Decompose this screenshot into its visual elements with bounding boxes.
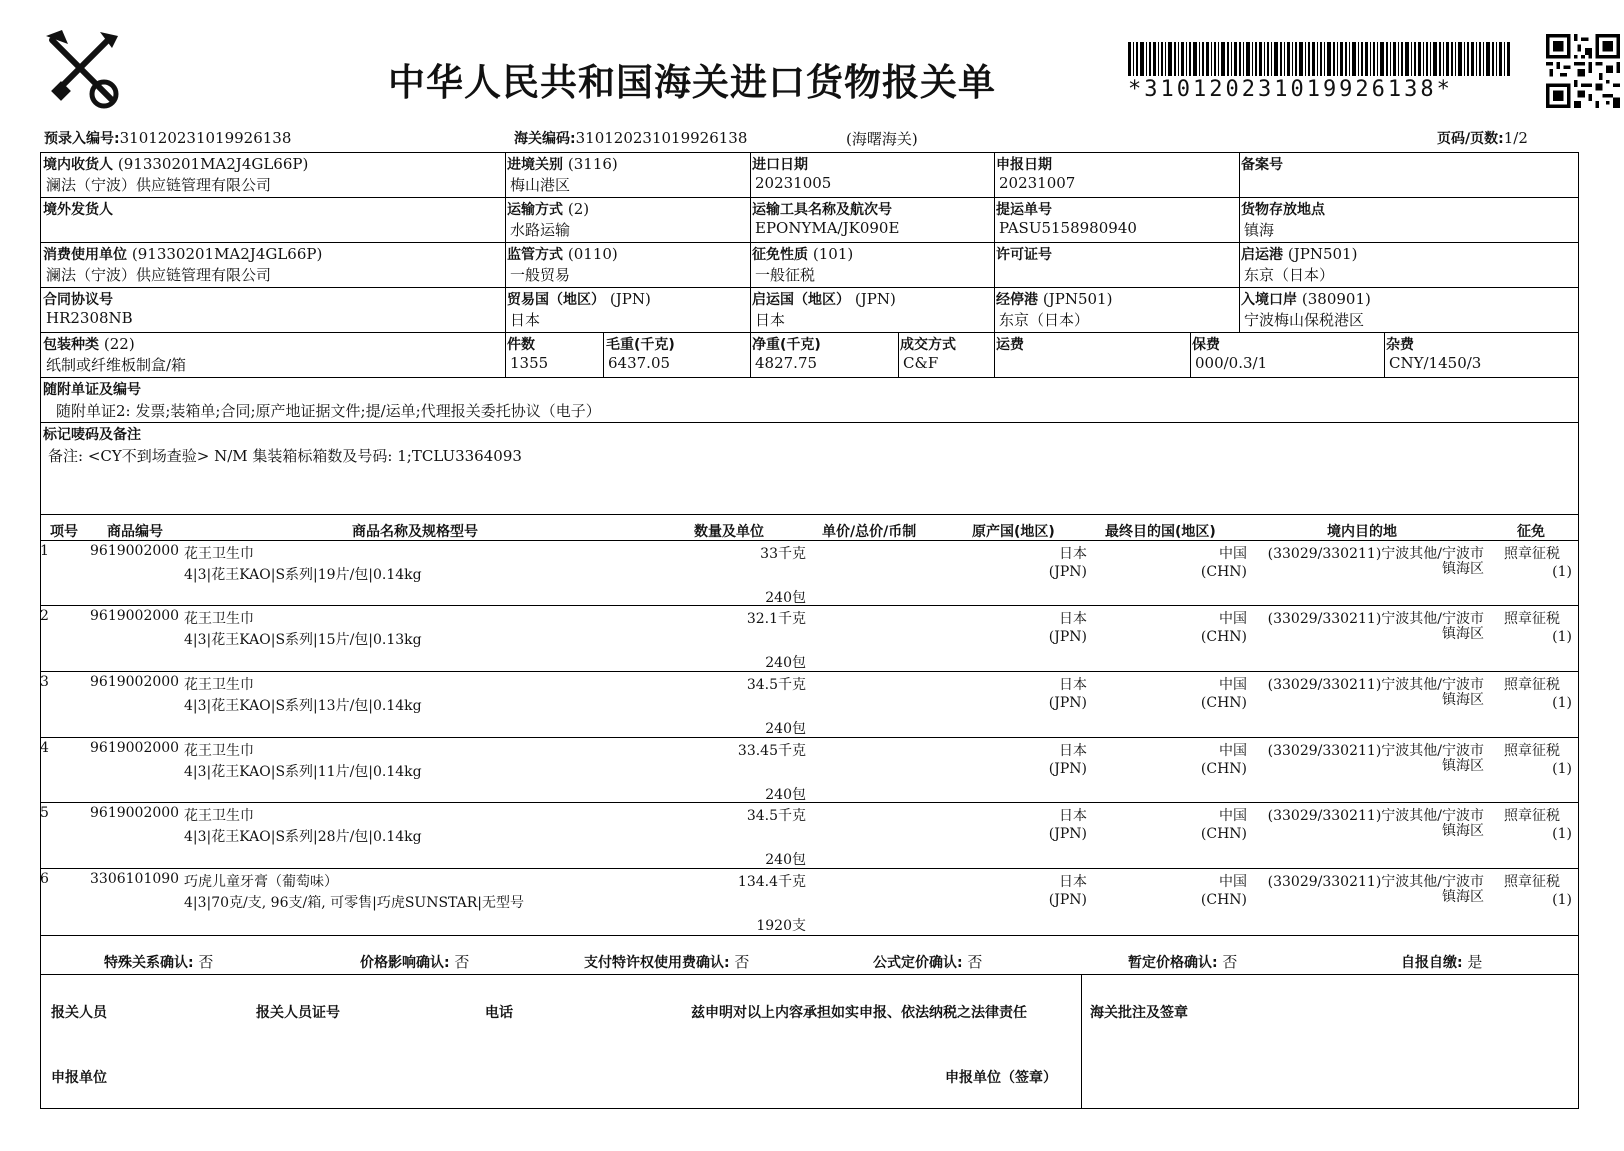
- hs-code: 9619002000: [90, 674, 180, 690]
- goods-spec: 4|3|花王KAO|S系列|19片/包|0.14kg: [184, 567, 422, 583]
- deal-label: 成交方式: [900, 337, 956, 353]
- dest-country: 中国: [1219, 677, 1247, 693]
- gross-weight-label: 毛重(千克): [606, 337, 675, 353]
- quantity-weight: 33千克: [760, 546, 806, 562]
- dest-country: 中国: [1219, 874, 1247, 890]
- item-no: 5: [40, 805, 49, 821]
- goods-spec: 4|3|花王KAO|S系列|13片/包|0.14kg: [184, 698, 422, 714]
- origin-country: 日本: [1059, 611, 1087, 627]
- misc-label: 杂费: [1386, 337, 1414, 353]
- dest-code: (CHN): [1200, 826, 1247, 842]
- levy-code: (1): [1552, 695, 1572, 711]
- col-goods-name: 商品名称及规格型号: [352, 524, 478, 540]
- levy-mode: 照章征税: [1504, 546, 1560, 562]
- dest-code: (CHN): [1200, 629, 1247, 645]
- col-quantity: 数量及单位: [694, 524, 764, 540]
- item-no: 4: [40, 740, 49, 756]
- transit-port-field: 经停港 (JPN501): [996, 290, 1113, 308]
- page-title: 中华人民共和国海关进口货物报关单: [388, 61, 996, 104]
- customs-office: (海曙海关): [846, 130, 918, 148]
- district: (33029/330211)宁波其他/宁波市: [1267, 677, 1484, 693]
- special-relation-confirm: 特殊关系确认: 否: [104, 953, 214, 971]
- formula-price-confirm: 公式定价确认: 否: [873, 953, 983, 971]
- barcode-icon: [1128, 42, 1510, 76]
- consumer-field: 消费使用单位 (91330201MA2J4GL66P): [43, 245, 323, 263]
- license-label: 许可证号: [996, 247, 1052, 263]
- col-origin: 原产国(地区): [972, 524, 1055, 540]
- marks: 备注: <CY不到场查验> N/M 集装箱标箱数及号码: 1;TCLU3364093: [48, 447, 522, 465]
- pieces: 1355: [510, 354, 549, 372]
- levy-mode: 照章征税: [1504, 677, 1560, 693]
- quantity-units: 240包: [765, 787, 806, 803]
- district-sub: 镇海区: [1442, 626, 1484, 642]
- col-destination: 最终目的国(地区): [1105, 524, 1216, 540]
- hs-code: 9619002000: [90, 805, 180, 821]
- preentry-number: 预录入编号:310120231019926138: [44, 129, 292, 147]
- district: (33029/330211)宁波其他/宁波市: [1267, 611, 1484, 627]
- origin-code: (JPN): [1048, 695, 1087, 711]
- col-levy: 征免: [1517, 524, 1545, 540]
- levy-mode: 照章征税: [1504, 874, 1560, 890]
- goods-name: 花王卫生巾: [184, 611, 254, 627]
- goods-name: 花王卫生巾: [184, 808, 254, 824]
- district: (33029/330211)宁波其他/宁波市: [1267, 743, 1484, 759]
- legal-statement: 兹申明对以上内容承担如实申报、依法纳税之法律责任: [691, 1005, 1027, 1021]
- customs-number: 海关编码:310120231019926138: [514, 129, 748, 147]
- levy-field: 征免性质 (101): [752, 245, 854, 263]
- origin-country: 日本: [1059, 808, 1087, 824]
- levy-code: (1): [1552, 629, 1572, 645]
- declaring-unit-label: 申报单位: [51, 1070, 107, 1086]
- entry-customs-field: 进境关别 (3116): [507, 155, 618, 173]
- self-pay-confirm: 自报自缴: 是: [1401, 953, 1483, 971]
- declarant-label: 报关人员: [51, 1005, 107, 1021]
- consignee-field: 境内收货人 (91330201MA2J4GL66P): [43, 155, 309, 173]
- consumer-name: 澜法（宁波）供应链管理有限公司: [46, 266, 272, 284]
- col-price: 单价/总价/币制: [822, 524, 917, 540]
- entry-customs-name: 梅山港区: [510, 176, 571, 194]
- item-no: 2: [40, 608, 49, 624]
- insurance-label: 保费: [1192, 337, 1220, 353]
- price-impact-confirm: 价格影响确认: 否: [360, 953, 470, 971]
- royalty-confirm: 支付特许权使用费确认: 否: [584, 953, 750, 971]
- origin-country: 日本: [1059, 874, 1087, 890]
- goods-spec: 4|3|70克/支, 96支/箱, 可零售|巧虎SUNSTAR|无型号: [184, 895, 524, 911]
- declaring-unit-seal-label: 申报单位（签章）: [945, 1070, 1057, 1086]
- origin-country: 日本: [755, 311, 786, 329]
- storage: 镇海: [1244, 221, 1275, 239]
- transport-mode-field: 运输方式 (2): [507, 200, 590, 218]
- district: (33029/330211)宁波其他/宁波市: [1267, 874, 1484, 890]
- goods-name: 巧虎儿童牙膏（葡萄味）: [184, 874, 338, 890]
- contract-label: 合同协议号: [43, 292, 113, 308]
- quantity-units: 240包: [765, 590, 806, 606]
- vessel-label: 运输工具名称及航次号: [752, 202, 892, 218]
- dest-code: (CHN): [1200, 564, 1247, 580]
- contract-number: HR2308NB: [46, 309, 133, 327]
- origin-country-field: 启运国（地区） (JPN): [752, 290, 896, 308]
- deal: C&F: [903, 354, 939, 372]
- levy-code: (1): [1552, 892, 1572, 908]
- bl-number: PASU5158980940: [999, 219, 1137, 237]
- origin-country: 日本: [1059, 546, 1087, 562]
- trade-country-field: 贸易国（地区） (JPN): [507, 290, 651, 308]
- import-date: 20231005: [755, 174, 832, 192]
- dest-code: (CHN): [1200, 695, 1247, 711]
- storage-label: 货物存放地点: [1241, 202, 1325, 218]
- supervision-field: 监管方式 (0110): [507, 245, 618, 263]
- origin-code: (JPN): [1048, 892, 1087, 908]
- marks-label: 标记唛码及备注: [43, 427, 141, 443]
- record-no-label: 备案号: [1241, 157, 1283, 173]
- freight-label: 运费: [996, 337, 1024, 353]
- phone-label: 电话: [485, 1005, 513, 1021]
- pieces-label: 件数: [507, 337, 535, 353]
- origin-code: (JPN): [1048, 826, 1087, 842]
- hs-code: 3306101090: [90, 871, 180, 887]
- qr-code-icon: [1546, 34, 1620, 108]
- departure-port: 东京（日本）: [1244, 266, 1335, 284]
- district-sub: 镇海区: [1442, 758, 1484, 774]
- quantity-units: 1920支: [756, 918, 806, 934]
- dest-country: 中国: [1219, 743, 1247, 759]
- col-item-no: 项号: [50, 524, 78, 540]
- net-weight: 4827.75: [755, 354, 818, 372]
- dest-code: (CHN): [1200, 892, 1247, 908]
- net-weight-label: 净重(千克): [752, 337, 821, 353]
- col-hs-code: 商品编号: [107, 524, 163, 540]
- district: (33029/330211)宁波其他/宁波市: [1267, 808, 1484, 824]
- entry-port: 宁波梅山保税港区: [1244, 311, 1365, 329]
- item-no: 3: [40, 674, 49, 690]
- levy-mode: 照章征税: [1504, 808, 1560, 824]
- docs-label: 随附单证及编号: [43, 382, 141, 398]
- declarant-id-label: 报关人员证号: [256, 1005, 340, 1021]
- district-sub: 镇海区: [1442, 889, 1484, 905]
- district-sub: 镇海区: [1442, 823, 1484, 839]
- supervision: 一般贸易: [510, 266, 571, 284]
- quantity-units: 240包: [765, 655, 806, 671]
- transit-port: 东京（日本）: [999, 311, 1090, 329]
- district: (33029/330211)宁波其他/宁波市: [1267, 546, 1484, 562]
- bl-label: 提运单号: [996, 202, 1052, 218]
- quantity-weight: 34.5千克: [746, 808, 806, 824]
- docs: 随附单证2: 发票;装箱单;合同;原产地证据文件;提/运单;代理报关委托协议（电子）: [56, 402, 601, 420]
- customs-emblem-icon: [40, 26, 126, 112]
- origin-code: (JPN): [1048, 629, 1087, 645]
- levy-mode: 照章征税: [1504, 611, 1560, 627]
- barcode-number: *310120231019926138*: [1128, 77, 1453, 102]
- item-no: 6: [40, 871, 49, 887]
- levy-code: (1): [1552, 826, 1572, 842]
- district-sub: 镇海区: [1442, 561, 1484, 577]
- levy-code: (1): [1552, 761, 1572, 777]
- dest-country: 中国: [1219, 546, 1247, 562]
- levy: 一般征税: [755, 266, 816, 284]
- origin-code: (JPN): [1048, 761, 1087, 777]
- goods-spec: 4|3|花王KAO|S系列|15片/包|0.13kg: [184, 632, 422, 648]
- quantity-units: 240包: [765, 852, 806, 868]
- hs-code: 9619002000: [90, 543, 180, 559]
- consignee-name: 澜法（宁波）供应链管理有限公司: [46, 176, 272, 194]
- misc: CNY/1450/3: [1389, 354, 1482, 372]
- origin-country: 日本: [1059, 677, 1087, 693]
- dest-country: 中国: [1219, 808, 1247, 824]
- origin-country: 日本: [1059, 743, 1087, 759]
- levy-code: (1): [1552, 564, 1572, 580]
- customs-approval-label: 海关批注及签章: [1090, 1005, 1188, 1021]
- page-indicator: 页码/页数:1/2: [1437, 129, 1528, 147]
- provisional-price-confirm: 暂定价格确认: 否: [1128, 953, 1238, 971]
- quantity-units: 240包: [765, 721, 806, 737]
- shipper-label: 境外发货人: [43, 202, 113, 218]
- package-field: 包装种类 (22): [43, 335, 135, 353]
- hs-code: 9619002000: [90, 740, 180, 756]
- quantity-weight: 34.5千克: [746, 677, 806, 693]
- col-district: 境内目的地: [1327, 524, 1397, 540]
- transport-mode: 水路运输: [510, 221, 571, 239]
- quantity-weight: 33.45千克: [737, 743, 806, 759]
- departure-port-field: 启运港 (JPN501): [1241, 245, 1358, 263]
- declare-date: 20231007: [999, 174, 1076, 192]
- dest-code: (CHN): [1200, 761, 1247, 777]
- trade-country: 日本: [510, 311, 541, 329]
- package: 纸制或纤维板制盒/箱: [46, 356, 187, 374]
- goods-spec: 4|3|花王KAO|S系列|11片/包|0.14kg: [184, 764, 422, 780]
- entry-port-field: 入境口岸 (380901): [1241, 290, 1371, 308]
- vessel: EPONYMA/JK090E: [755, 219, 900, 237]
- import-date-label: 进口日期: [752, 157, 808, 173]
- declare-date-label: 申报日期: [996, 157, 1052, 173]
- quantity-weight: 134.4千克: [737, 874, 806, 890]
- goods-name: 花王卫生巾: [184, 546, 254, 562]
- gross-weight: 6437.05: [608, 354, 671, 372]
- hs-code: 9619002000: [90, 608, 180, 624]
- item-no: 1: [40, 543, 49, 559]
- goods-name: 花王卫生巾: [184, 743, 254, 759]
- origin-code: (JPN): [1048, 564, 1087, 580]
- insurance: 000/0.3/1: [1195, 354, 1268, 372]
- district-sub: 镇海区: [1442, 692, 1484, 708]
- quantity-weight: 32.1千克: [746, 611, 806, 627]
- dest-country: 中国: [1219, 611, 1247, 627]
- levy-mode: 照章征税: [1504, 743, 1560, 759]
- goods-spec: 4|3|花王KAO|S系列|28片/包|0.14kg: [184, 829, 422, 845]
- goods-name: 花王卫生巾: [184, 677, 254, 693]
